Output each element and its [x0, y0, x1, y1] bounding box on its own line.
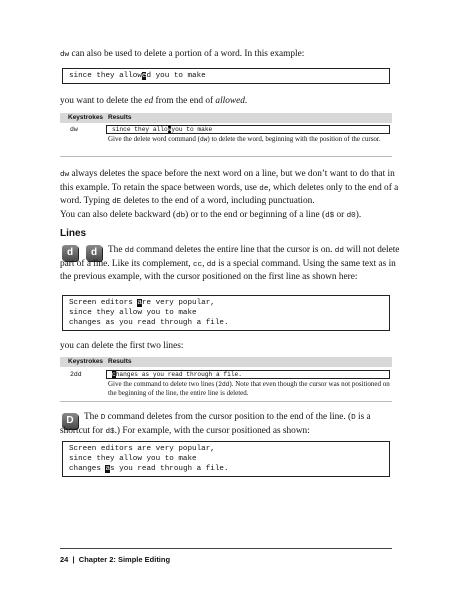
code-example-3	[62, 441, 390, 477]
paragraph-dd-command: The dd command deletes the entire line that the cursor is on. dd will not delete part of a line. Like its complement, cc, dd is a special command. Using the same text as in the previous example, with the cursor positioned on the first line as shown here:	[60, 245, 400, 282]
paragraph-delete-backward: You can also delete backward (db) or to the end or beginning of a line (d$ or d0).	[60, 210, 362, 220]
result-box: since they allowyou to make	[106, 125, 390, 134]
d-key-icon: d	[86, 245, 102, 261]
result-description: Give the delete word command (dw) to delete the word, beginning with the position of the cursor.	[108, 135, 381, 143]
code-line: changes as you read through a file.	[69, 319, 229, 327]
cursor: w	[167, 126, 172, 133]
code-line: Screen editors are very popular,	[69, 445, 215, 453]
code-line: since they allow you to make	[69, 455, 197, 463]
keystrokes-table-header	[60, 357, 392, 367]
code-line: since they allowed you to make	[69, 72, 206, 80]
keystroke-key: 2dd	[70, 371, 82, 378]
col-keystrokes: Keystrokes	[68, 358, 104, 365]
footer-rule	[60, 548, 392, 549]
paragraph-D-command: The D command deletes from the cursor position to the end of the line. (D is a shortcut for d$.) For example, with the cursor positioned as shown:	[60, 412, 371, 436]
cursor: a	[137, 299, 142, 307]
inline-code: dw	[60, 51, 70, 59]
d-key-icon: d	[62, 245, 78, 261]
cursor: a	[105, 465, 111, 473]
result-description: Give the command to delete two lines (2dd). Note that even though the cursor was not positioned on the beginning of the line, the entire line is deleted.	[108, 380, 390, 397]
code-example-2	[62, 295, 390, 331]
table-rule	[60, 156, 392, 157]
page-footer	[60, 555, 170, 564]
col-results: Results	[108, 358, 132, 365]
paragraph-dw-space: dw always deletes the space before the next word on a line, but we don’t want to do that in this example. To retain the space between words, use de, which deletes only to the end of a word. Typing dE deletes to the end of a word, including punctuation.	[60, 169, 399, 206]
D-key-icon: D	[62, 413, 78, 429]
footer-separator: |	[72, 555, 75, 564]
chapter-title: Chapter 2: Simple Editing	[78, 555, 171, 564]
cursor: c	[112, 371, 116, 378]
code-line: Screen editors are very popular,	[69, 299, 215, 307]
cursor: e	[141, 72, 147, 80]
keystrokes-table-header	[60, 113, 392, 123]
result-box: changes as you read through a file.	[106, 370, 390, 379]
paragraph-text: can also be used to delete a portion of a word. In this example:	[69, 49, 305, 59]
col-results: Results	[108, 114, 132, 121]
page-number: 24	[60, 555, 69, 564]
code-line: changes as you read through a file.	[69, 465, 229, 473]
code-example-1	[62, 68, 390, 84]
table-rule	[60, 401, 392, 402]
keystroke-key: dw	[70, 126, 78, 133]
paragraph-delete-ed: you want to delete the ed from the end of allowed.	[60, 96, 248, 106]
paragraph-delete-two-lines: you can delete the first two lines:	[60, 341, 184, 351]
code-line: since they allow you to make	[69, 309, 197, 317]
section-heading-lines: Lines	[60, 228, 87, 239]
paragraph-dw-intro	[60, 48, 400, 62]
col-keystrokes: Keystrokes	[68, 114, 104, 121]
